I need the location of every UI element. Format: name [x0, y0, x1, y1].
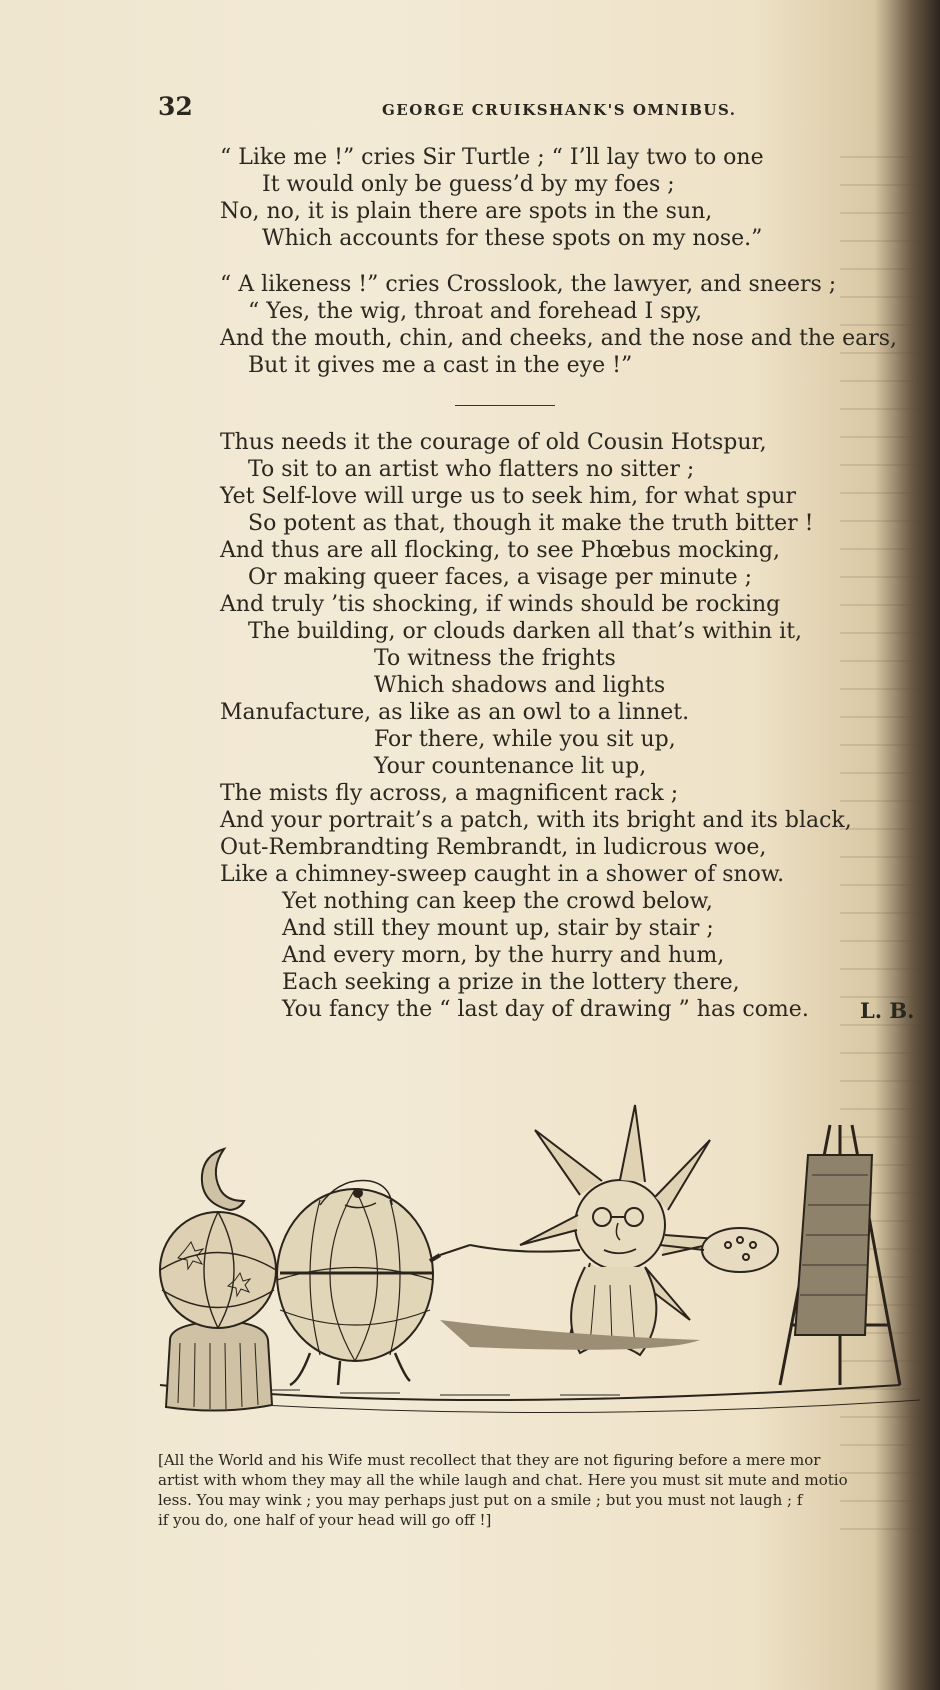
caption-line: [All the World and his Wife must recollect that they are not figuring before a mere mor	[158, 1451, 821, 1469]
illustration-caption	[158, 1450, 940, 1530]
poem-line: Which shadows and lights	[374, 673, 666, 698]
poem-line: And truly ’tis shocking, if winds should be rocking	[220, 592, 781, 617]
page-header	[158, 92, 758, 132]
poem-line: So potent as that, though it make the truth bitter !	[248, 511, 814, 536]
poem-line: Or making queer faces, a visage per minute ;	[248, 565, 753, 590]
poem-line: Which accounts for these spots on my nose.”	[262, 226, 763, 251]
poem-line: “ A likeness !” cries Crosslook, the lawyer, and sneers ;	[220, 272, 837, 297]
section-rule	[455, 405, 555, 406]
poem-line: Manufacture, as like as an owl to a linnet.	[220, 700, 690, 725]
poem-line: Yet nothing can keep the crowd below,	[282, 889, 713, 914]
running-head: GEORGE CRUIKSHANK'S OMNIBUS.	[382, 101, 737, 119]
page-number: 32	[158, 92, 193, 121]
poem-line: And still they mount up, stair by stair ;	[282, 916, 714, 941]
poem-line: Out-Rembrandting Rembrandt, in ludicrous woe,	[220, 835, 767, 860]
caption-line: if you do, one half of your head will go off !]	[158, 1511, 492, 1529]
poem-line: And thus are all flocking, to see Phœbus mocking,	[220, 538, 780, 563]
poem-line: And every morn, by the hurry and hum,	[282, 943, 725, 968]
poem-line: Like a chimney-sweep caught in a shower of snow.	[220, 862, 785, 887]
poem-line: But it gives me a cast in the eye !”	[248, 353, 633, 378]
poem-line: And your portrait’s a patch, with its bright and its black,	[220, 808, 852, 833]
poem-line: No, no, it is plain there are spots in the sun,	[220, 199, 713, 224]
poem-line: Your countenance lit up,	[374, 754, 647, 779]
poem-line: The mists fly across, a magnificent rack ;	[220, 781, 679, 806]
poem-line: To witness the frights	[374, 646, 616, 671]
poem-line: Yet Self-love will urge us to seek him, for what spur	[220, 484, 796, 509]
poem-line: You fancy the “ last day of drawing ” has come.	[282, 997, 809, 1022]
poem-line: Each seeking a prize in the lottery there,	[282, 970, 740, 995]
poem-line: The building, or clouds darken all that’s within it,	[248, 619, 803, 644]
author-signature: L. B.	[860, 998, 915, 1023]
poem-line: “ Like me !” cries Sir Turtle ; “ I’ll lay two to one	[220, 145, 764, 170]
poem-line: For there, while you sit up,	[374, 727, 676, 752]
poem-line: And the mouth, chin, and cheeks, and the nose and the ears,	[220, 326, 898, 351]
sun-painter-engraving-icon	[140, 1085, 940, 1430]
caption-line: artist with whom they may all the while laugh and chat. Here you must sit mute and motio	[158, 1471, 848, 1489]
caption-line: less. You may wink ; you may perhaps just put on a smile ; but you must not laugh ; f	[158, 1491, 803, 1509]
poem-line: Thus needs it the courage of old Cousin Hotspur,	[220, 430, 767, 455]
poem-line: To sit to an artist who flatters no sitter ;	[248, 457, 695, 482]
poem-line: “ Yes, the wig, throat and forehead I spy,	[248, 299, 703, 324]
poem-line: It would only be guess’d by my foes ;	[262, 172, 675, 197]
